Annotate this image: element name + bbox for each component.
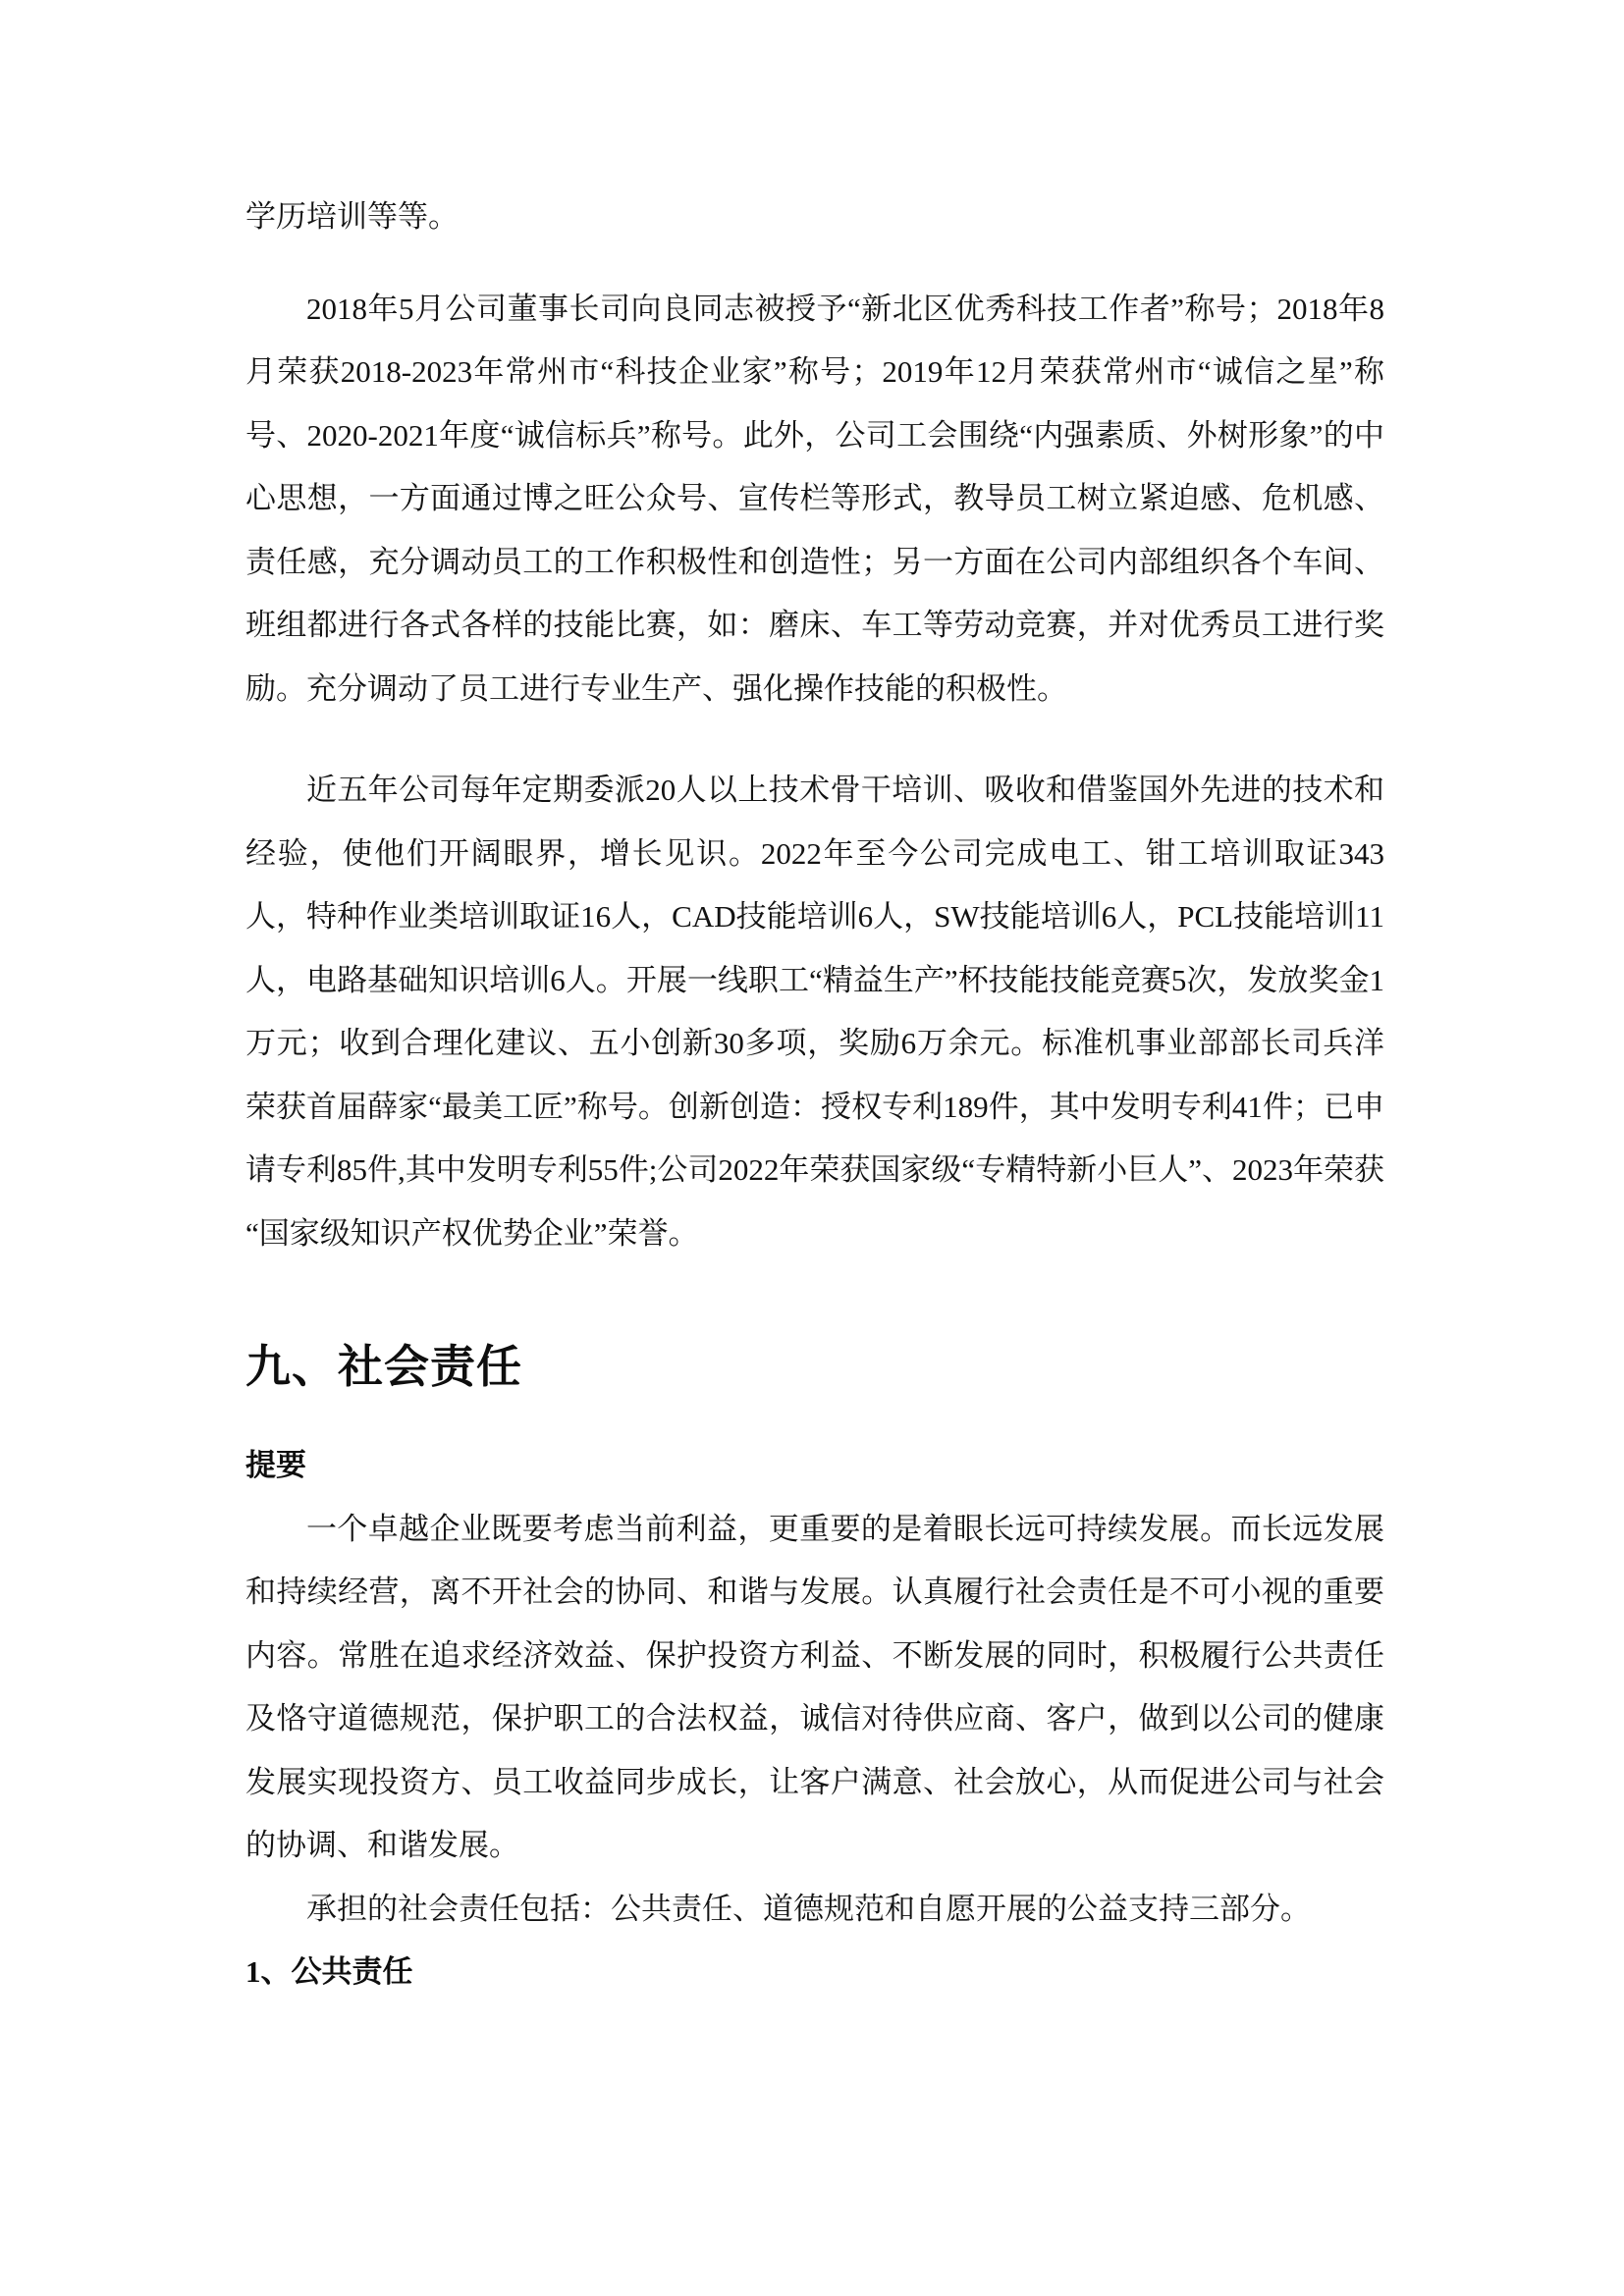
section-heading: 九、社会责任 (245, 1341, 522, 1392)
paragraph-honors: 2018年5月公司董事长司向良同志被授予“新北区优秀科技工作者”称号；2018年8月荣获2018-2023年常州市“科技企业家”称号；2019年12月荣获常州市“诚信之星”称号、2020-2021年度“诚信标兵”称号。此外，公司工会围绕“内强素质、外树形象”的中心思想，一方面通过博之旺公众号、宣传栏等形式，教导员工树立紧迫感、危机感、责任感，充分调动员工的工作积极性和创造性；另一方面在公司内部组织各个车间、班组都进行各式各样的技能比赛，如：磨床、车工等劳动竞赛，并对优秀员工进行奖励。充分调动了员工进行专业生产、强化操作技能的积极性。 (245, 291, 1384, 706)
summary-heading: 提要 (245, 1448, 306, 1482)
paragraph-summary: 一个卓越企业既要考虑当前利益，更重要的是着眼长远可持续发展。而长远发展和持续经营，离不开社会的协同、和谐与发展。认真履行社会责任是不可小视的重要内容。常胜在追求经济效益、保护投资方利益、不断发展的同时，积极履行公共责任及恪守道德规范，保护职工的合法权益，诚信对待供应商、客户，做到以公司的健康发展实现投资方、员工收益同步成长，让客户满意、社会放心，从而促进公司与社会的协调、和谐发展。 (245, 1511, 1384, 1862)
paragraph-responsibility-parts: 承担的社会责任包括：公共责任、道德规范和自愿开展的公益支持三部分。 (306, 1891, 1311, 1926)
paragraph-continuation: 学历培训等等。 (245, 199, 459, 234)
paragraph-training-stats: 近五年公司每年定期委派20人以上技术骨干培训、吸收和借鉴国外先进的技术和经验，使他们开阔眼界，增长见识。2022年至今公司完成电工、钳工培训取证343人，特种作业类培训取证16人，CAD技能培训6人，SW技能培训6人，PCL技能培训11人，电路基础知识培训6人。开展一线职工“精益生产”杯技能技能竞赛5次，发放奖金1万元；收到合理化建议、五小创新30多项，奖励6万余元。标准机事业部部长司兵洋荣获首届薛家“最美工匠”称号。创新创造：授权专利189件，其中发明专利41件；已申请专利85件,其中发明专利55件;公司2022年荣获国家级“专精特新小巨人”、2023年荣获“国家级知识产权优势企业”荣誉。 (245, 773, 1384, 1251)
subsection-heading: 1、公共责任 (245, 1954, 413, 1989)
